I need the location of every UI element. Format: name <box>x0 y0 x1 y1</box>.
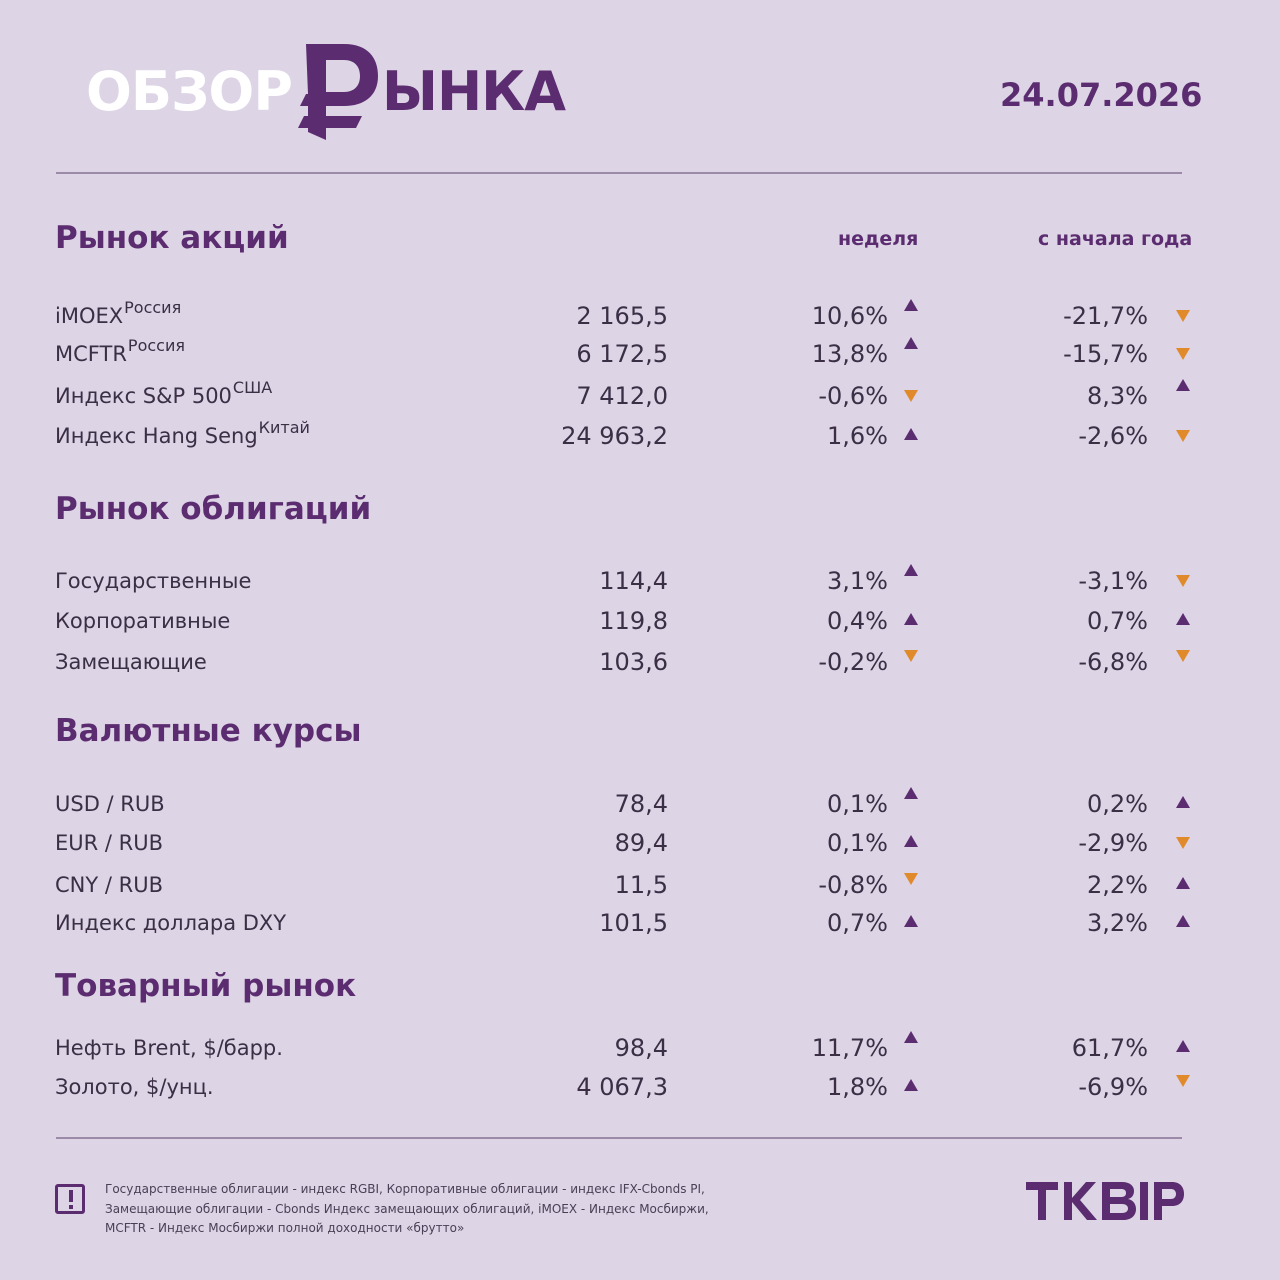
row-ytd-change: 0,7% <box>1087 607 1148 635</box>
row-region: Россия <box>127 336 185 355</box>
triangle-down-icon <box>1176 348 1190 360</box>
row-week-change: 1,6% <box>827 422 888 450</box>
triangle-up-icon <box>1176 877 1190 889</box>
row-week-change: 0,1% <box>827 790 888 818</box>
triangle-up-icon <box>904 1079 918 1091</box>
triangle-up-icon <box>904 835 918 847</box>
row-name: iMOEX$^{Россия}$ <box>55 298 182 328</box>
row-ytd-change: 2,2% <box>1087 871 1148 899</box>
row-name: Золото, $/унц. <box>55 1075 214 1099</box>
triangle-down-icon <box>1176 430 1190 442</box>
row-region: Китай <box>258 418 310 437</box>
triangle-up-icon <box>1176 379 1190 391</box>
row-week-change: 0,1% <box>827 829 888 857</box>
row-value: 119,8 <box>599 607 668 635</box>
footnote-line: Государственные облигации - индекс RGBI, Корпоративные облигации - индекс IFX-Cbonds PI, <box>105 1182 705 1196</box>
row-value: 7 412,0 <box>576 382 668 410</box>
row-value: 98,4 <box>614 1034 668 1062</box>
table-row <box>0 823 1280 863</box>
footnote <box>105 1180 765 1239</box>
row-ytd-change: 61,7% <box>1071 1034 1148 1062</box>
row-name: Индекс Hang Seng$^{Китай}$ <box>55 418 310 448</box>
section-title-bonds: Рынок облигаций <box>55 491 372 527</box>
bottom-divider <box>56 1137 1182 1139</box>
triangle-up-icon <box>1176 613 1190 625</box>
section-title-commodities: Товарный рынок <box>55 968 357 1004</box>
section-title-stocks: Рынок акций <box>55 220 289 256</box>
row-name: Нефть Brent, $/барр. <box>55 1036 283 1060</box>
triangle-down-icon <box>904 873 918 885</box>
row-name: $MCFTR^{Россия}$ <box>55 336 185 366</box>
row-ytd-change: -21,7% <box>1063 302 1148 330</box>
header <box>0 0 1280 170</box>
row-ytd-change: -6,8% <box>1078 648 1148 676</box>
row-week-change: 13,8% <box>811 340 888 368</box>
row-week-change: 0,4% <box>827 607 888 635</box>
table-row <box>0 376 1280 416</box>
table-row <box>0 865 1280 905</box>
table-row <box>0 296 1280 336</box>
footnote-line: MCFTR - Индекс Мосбиржи полной доходности «брутто» <box>105 1221 465 1235</box>
row-value: 2 165,5 <box>576 302 668 330</box>
table-row <box>0 334 1280 374</box>
row-name: Корпоративные <box>55 609 231 633</box>
row-ytd-change: -2,9% <box>1078 829 1148 857</box>
report-date: 24.07.2026 <box>1000 76 1203 114</box>
triangle-down-icon <box>904 390 918 402</box>
exclamation-icon <box>55 1184 85 1214</box>
section-title-fx: Валютные курсы <box>55 713 362 749</box>
row-name: CNY / RUB <box>55 873 163 897</box>
top-divider <box>56 172 1182 174</box>
row-week-change: 11,7% <box>811 1034 888 1062</box>
row-week-change: 0,7% <box>827 909 888 937</box>
logo-part2: ЫНКА <box>382 60 566 123</box>
row-ytd-change: 3,2% <box>1087 909 1148 937</box>
row-ytd-change: 8,3% <box>1087 382 1148 410</box>
table-row <box>0 642 1280 682</box>
triangle-down-icon <box>1176 837 1190 849</box>
row-value: 103,6 <box>599 648 668 676</box>
triangle-up-icon <box>1176 796 1190 808</box>
row-value: 114,4 <box>599 567 668 595</box>
triangle-up-icon <box>904 337 918 349</box>
table-row <box>0 1067 1280 1107</box>
row-week-change: -0,8% <box>818 871 888 899</box>
row-ytd-change: -2,6% <box>1078 422 1148 450</box>
row-week-change: 3,1% <box>827 567 888 595</box>
triangle-down-icon <box>1176 650 1190 662</box>
triangle-up-icon <box>904 915 918 927</box>
table-row <box>0 561 1280 601</box>
row-value: 101,5 <box>599 909 668 937</box>
row-ytd-change: -6,9% <box>1078 1073 1148 1101</box>
row-region: Россия <box>124 298 182 317</box>
row-week-change: 1,8% <box>827 1073 888 1101</box>
row-week-change: -0,6% <box>818 382 888 410</box>
row-ytd-change: 0,2% <box>1087 790 1148 818</box>
triangle-up-icon <box>904 564 918 576</box>
row-ytd-change: -3,1% <box>1078 567 1148 595</box>
row-week-change: -0,2% <box>818 648 888 676</box>
triangle-down-icon <box>1176 575 1190 587</box>
table-row <box>0 416 1280 456</box>
table-row <box>0 1028 1280 1068</box>
column-header-ytd: с начала года <box>1038 228 1193 250</box>
row-value: 6 172,5 <box>576 340 668 368</box>
row-name: USD / RUB <box>55 792 165 816</box>
brand-logo <box>1026 1180 1184 1222</box>
triangle-up-icon <box>904 428 918 440</box>
triangle-down-icon <box>1176 1075 1190 1087</box>
row-week-change: 10,6% <box>811 302 888 330</box>
triangle-up-icon <box>1176 915 1190 927</box>
triangle-up-icon <box>904 1031 918 1043</box>
triangle-up-icon <box>1176 1040 1190 1052</box>
row-name: Замещающие <box>55 650 207 674</box>
triangle-up-icon <box>904 787 918 799</box>
triangle-up-icon <box>904 613 918 625</box>
triangle-down-icon <box>1176 310 1190 322</box>
table-row <box>0 903 1280 943</box>
footnote-line: Замещающие облигации - Cbonds Индекс замещающих облигаций, iMOEX - Индекс Мосбиржи, <box>105 1201 709 1216</box>
row-value: 4 067,3 <box>576 1073 668 1101</box>
triangle-up-icon <box>904 299 918 311</box>
row-name: Индекс S&P $500^{США}$ <box>55 378 273 408</box>
logo-ruble-letter <box>294 40 384 144</box>
column-header-week: неделя <box>838 228 919 250</box>
triangle-down-icon <box>904 650 918 662</box>
row-value: 24 963,2 <box>561 422 668 450</box>
row-name: Государственные <box>55 569 252 593</box>
row-ytd-change: -15,7% <box>1063 340 1148 368</box>
table-row <box>0 784 1280 824</box>
table-row <box>0 601 1280 641</box>
row-name: Индекс доллара DXY <box>55 911 287 935</box>
logo-part1: ОБЗОР <box>86 60 292 123</box>
row-value: 89,4 <box>614 829 668 857</box>
row-value: 11,5 <box>614 871 668 899</box>
row-region: США <box>232 378 273 397</box>
row-value: 78,4 <box>614 790 668 818</box>
row-name: EUR / RUB <box>55 831 164 855</box>
